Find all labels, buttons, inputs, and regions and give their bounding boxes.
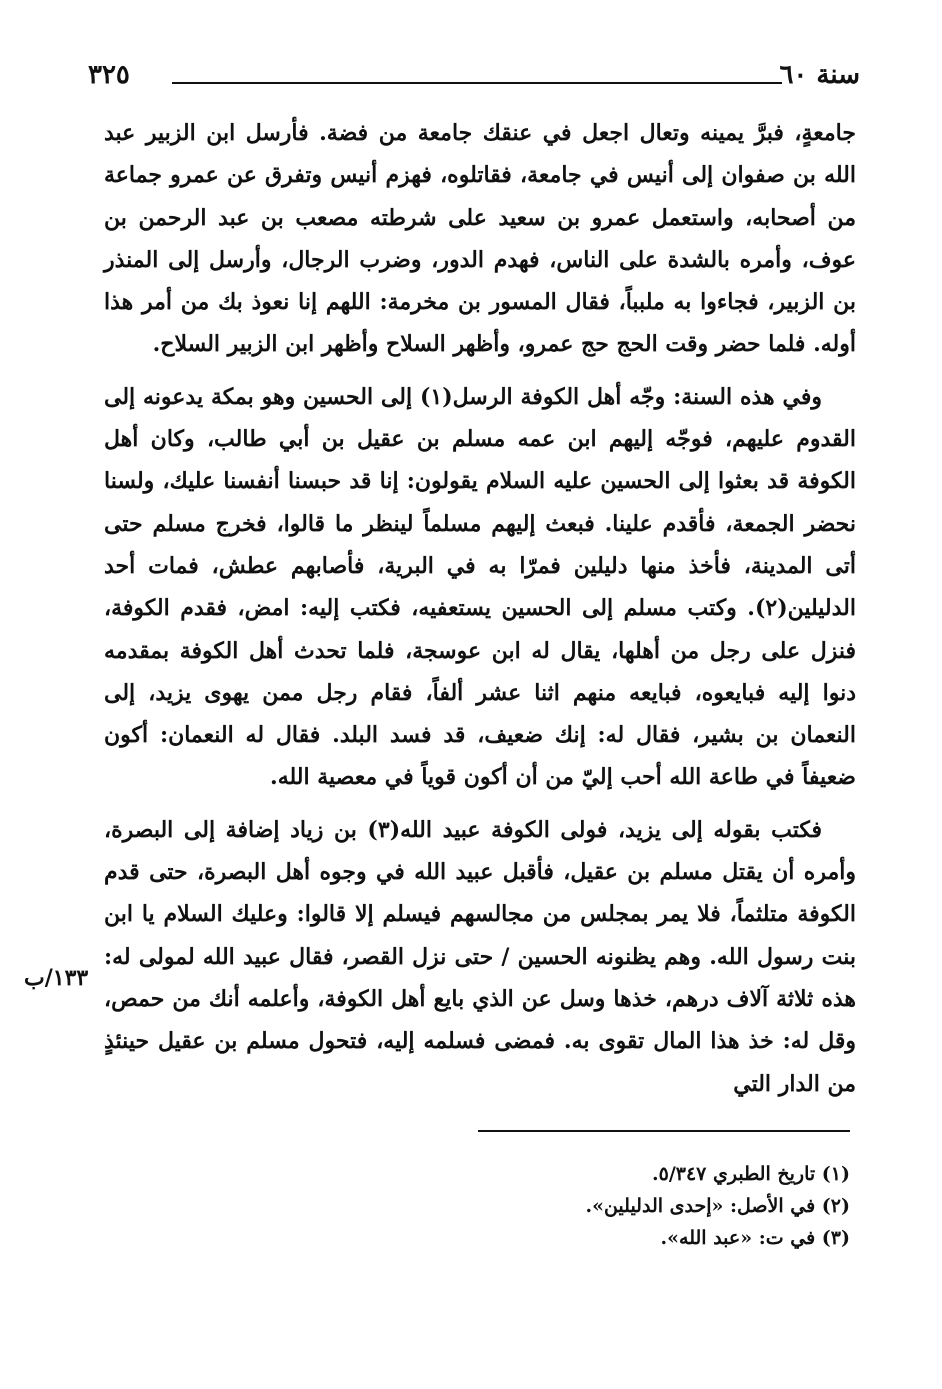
running-header: [88, 60, 860, 100]
header-rule: [172, 82, 782, 84]
page-number: ٣٢٥: [88, 60, 130, 90]
footnotes: [350, 1158, 850, 1254]
main-text: [104, 112, 856, 1115]
footnote-2: (٢) في الأصل: «إحدى الدليلين».: [585, 1195, 850, 1217]
paragraph-2: وفي هذه السنة: وجّه أهل الكوفة الرسل(١) إلى الحسين وهو بمكة يدعونه إلى القدوم عليهم، فوجّه إليهم ابن عمه مسلم بن عقيل بن أبي طالب، وكان أهل الكوفة قد بعثوا إلى الحسين عليه السلام يقولون: إنا قد حبسنا أنفسنا عليك، ولسنا نحضر الجمعة، فأقدم علينا. فبعث إليهم مسلماً لينظر ما قالوا، فخرج مسلم حتى أتى المدينة، فأخذ منها دليلين فمرّا به في البرية، فأصابهم عطش، فمات أحد الدليلين(٢). وكتب مسلم إلى الحسين يستعفيه، فكتب إليه: امض، فقدم الكوفة، فنزل على رجل من أهلها، يقال له ابن عوسجة، فلما تحدث أهل الكوفة بمقدمه دنوا إليه فبايعوه، فبايعه منهم اثنا عشر ألفاً، فقام رجل ممن يهوى يزيد، إلى النعمان بن بشير، فقال له: إنك ضعيف، قد فسد البلد. فقال له النعمان: أكون ضعيفاً في طاعة الله أحب إليّ من أن أكون قوياً في معصية الله.: [104, 383, 856, 791]
paragraph-3: فكتب بقوله إلى يزيد، فولى الكوفة عبيد الله(٣) بن زياد إضافة إلى البصرة، وأمره أن يقتل مسلم بن عقيل، فأقبل عبيد الله في وجوه أهل البصرة، حتى قدم الكوفة متلثماً، فلا يمر بمجلس من مجالسهم فيسلم إلا قالوا: وعليك السلام يا ابن بنت رسول الله. وهم يظنونه الحسين / حتى نزل القصر، فقال عبيد الله لمولى له: هذه ثلاثة آلاف درهم، خذها وسل عن الذي بايع أهل الكوفة، وأعلمه أنك من حمص، وقل له: خذ هذا المال تقوى به. فمضى فسلمه إليه، فتحول مسلم بن عقيل حينئذٍ من الدار التي: [104, 816, 856, 1097]
footnote-separator: [478, 1130, 850, 1132]
footnote-3: (٣) في ت: «عبد الله».: [660, 1227, 850, 1249]
manuscript-folio-note: ١٣٣/ب: [24, 965, 89, 991]
running-title-year: سنة ٦٠: [779, 60, 860, 90]
footnote-1: (١) تاريخ الطبري ٥/٣٤٧.: [652, 1163, 850, 1185]
paragraph-1: جامعةٍ، فبرَّ يمينه وتعال اجعل في عنقك جامعة من فضة. فأرسل ابن الزبير عبد الله بن صفوان إلى أنيس في جامعة، فقاتلوه، فهزم أنيس وتفرق عن عمرو جماعة من أصحابه، واستعمل عمرو بن سعيد على شرطته مصعب بن عبد الرحمن بن عوف، وأمره بالشدة على الناس، فهدم الدور، وضرب الرجال، وأرسل إلى المنذر بن الزبير، فجاءوا به ملبباً، فقال المسور بن مخرمة: اللهم إنا نعوذ بك من أمر هذا أوله. فلما حضر وقت الحج حج عمرو، وأظهر السلاح وأظهر ابن الزبير السلاح.: [104, 120, 856, 358]
